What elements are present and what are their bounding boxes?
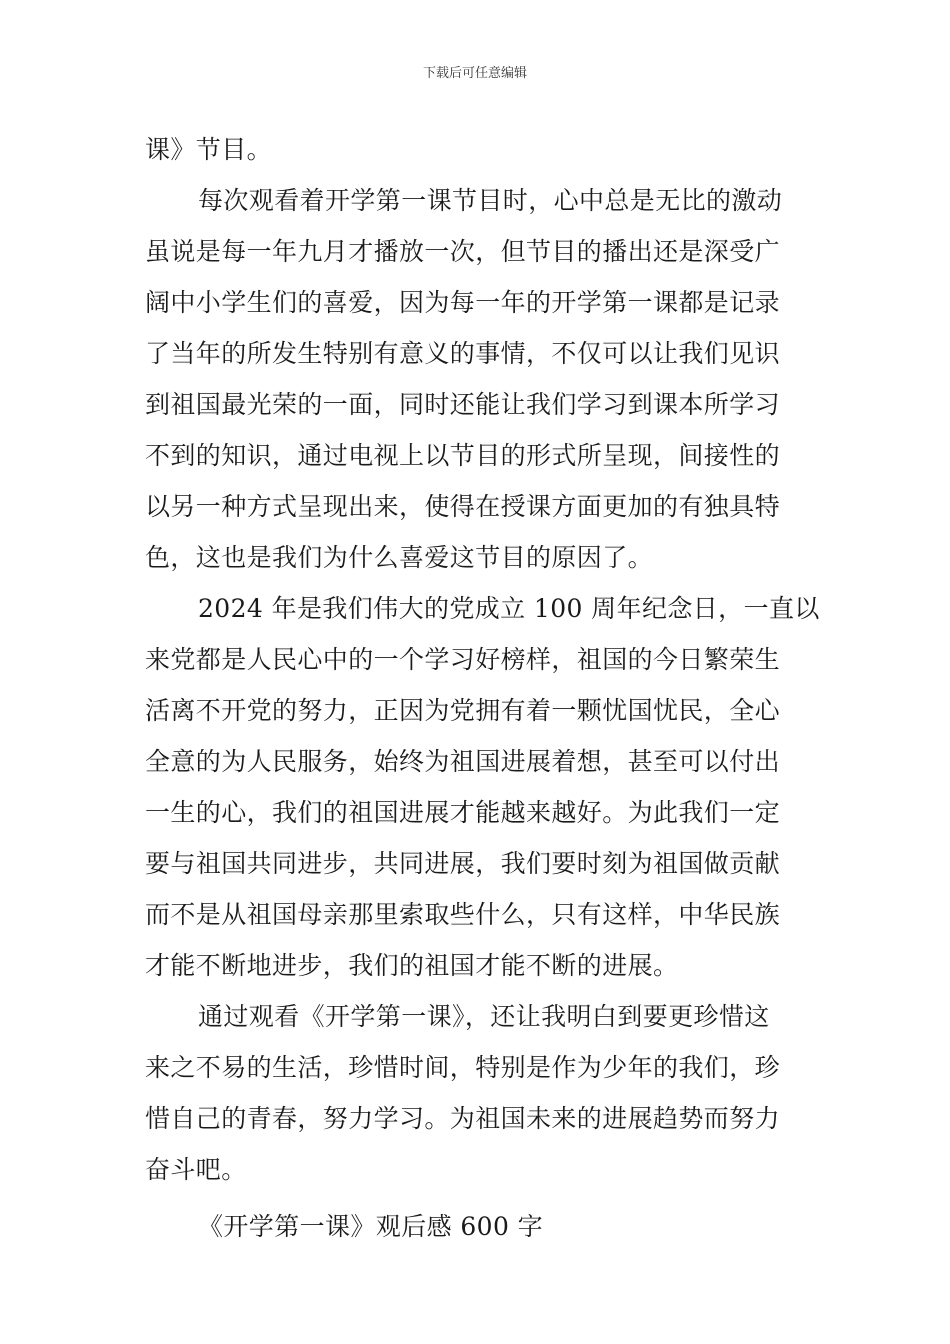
text-line: 活离不开党的努力，正因为党拥有着一颗忧国忧民，全心 [145,696,781,725]
text-line: 不到的知识，通过电视上以节目的形式所呈现，间接性的 [145,441,781,470]
text-line: 色，这也是我们为什么喜爱这节目的原因了。 [145,543,654,572]
text-line: 通过观看《开学第一课》，还让我明白到要更珍惜这 [198,1002,770,1031]
text-line: 了当年的所发生特别有意义的事情，不仅可以让我们见识 [145,339,781,368]
text-line: 到祖国最光荣的一面，同时还能让我们学习到课本所学习 [145,390,781,419]
text-line: 课》节目。 [145,135,273,164]
text-line: 一生的心，我们的祖国进展才能越来越好。为此我们一定 [145,798,781,827]
text-line: 而不是从祖国母亲那里索取些什么，只有这样，中华民族 [145,900,781,929]
text-line: 阔中小学生们的喜爱，因为每一年的开学第一课都是记录 [145,288,781,317]
text-line: 来党都是人民心中的一个学习好榜样，祖国的今日繁荣生 [145,645,781,674]
text-line: 全意的为人民服务，始终为祖国进展着想，甚至可以付出 [145,747,781,776]
text-line: 要与祖国共同进步，共同进展，我们要时刻为祖国做贡献 [145,849,781,878]
text-line: 惜自己的青春，努力学习。为祖国未来的进展趋势而努力 [145,1104,781,1133]
text-line: 才能不断地进步，我们的祖国才能不断的进展。 [145,951,679,980]
text-line: 每次观看着开学第一课节目时，心中总是无比的激动 [198,186,783,215]
page-header: 下载后可任意编辑 [422,66,527,81]
document-body [145,124,820,1252]
text-line: 来之不易的生活，珍惜时间，特别是作为少年的我们，珍 [145,1053,781,1082]
text-line: 奋斗吧。 [145,1155,247,1184]
text-line: 以另一种方式呈现出来，使得在授课方面更加的有独具特 [145,492,781,521]
text-line: 2024 年是我们伟大的党成立 100 周年纪念日，一直以 [198,594,820,623]
section-title: 《开学第一课》观后感 600 字 [198,1212,544,1241]
text-line: 虽说是每一年九月才播放一次，但节目的播出还是深受广 [145,237,781,266]
